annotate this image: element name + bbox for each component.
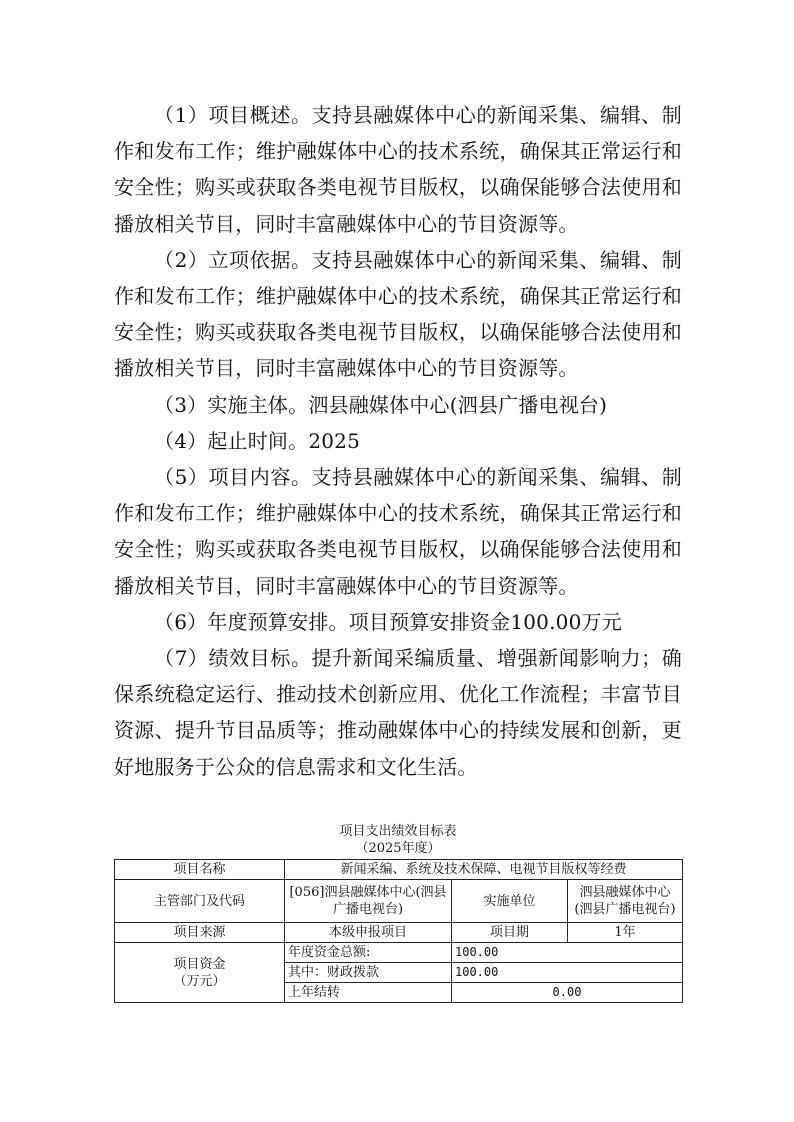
period-value: 1年 bbox=[568, 923, 683, 943]
source-value: 本级申报项目 bbox=[285, 923, 452, 943]
carryover-label: 上年结转 bbox=[285, 983, 452, 1003]
impl-label: 实施单位 bbox=[452, 880, 568, 923]
dept-label: 主管部门及代码 bbox=[115, 880, 285, 923]
table-row bbox=[115, 860, 683, 880]
paragraph-basis: （2）立项依据。支持县融媒体中心的新闻采集、编辑、制作和发布工作；维护融媒体中心的技术系统，确保其正常运行和安全性；购买或获取各类电视节目版权，以确保能够合法使用和播放相关节目，同时丰富融媒体中心的节目资源等。 bbox=[114, 247, 682, 381]
performance-table-block bbox=[114, 823, 682, 1003]
project-name-label: 项目名称 bbox=[115, 860, 285, 880]
paragraph-performance-goal: （7）绩效目标。提升新闻采编质量、增强新闻影响力；确保系统稳定运行、推动技术创新应用、优化工作流程；丰富节目资源、提升节目品质等；推动融媒体中心的持续发展和创新，更好地服务于公众的信息需求和文化生活。 bbox=[114, 646, 682, 779]
annual-total-value: 100.00 bbox=[452, 943, 683, 963]
table-row bbox=[115, 880, 683, 923]
funds-unit: （万元） bbox=[173, 973, 226, 989]
paragraph-budget: （6）年度预算安排。项目预算安排资金100.00万元 bbox=[154, 609, 622, 634]
annual-total-label: 年度资金总额: bbox=[285, 943, 452, 963]
impl-value: 泗县融媒体中心(泗县广播电视台) bbox=[568, 880, 683, 923]
carryover-value: 0.00 bbox=[452, 983, 683, 1003]
period-label: 项目期 bbox=[452, 923, 568, 943]
source-label: 项目来源 bbox=[115, 923, 285, 943]
project-name-value: 新闻采编、系统及技术保障、电视节目版权等经费 bbox=[285, 860, 683, 880]
paragraph-implementing-body: （3）实施主体。泗县融媒体中心(泗县广播电视台) bbox=[154, 392, 608, 417]
paragraph-content: （5）项目内容。支持县融媒体中心的新闻采集、编辑、制作和发布工作；维护融媒体中心的技术系统，确保其正常运行和安全性；购买或获取各类电视节目版权，以确保能够合法使用和播放相关节目，同时丰富融媒体中心的节目资源等。 bbox=[114, 465, 682, 598]
table-row bbox=[115, 923, 683, 943]
performance-table bbox=[114, 859, 683, 1003]
table-title: 项目支出绩效目标表 bbox=[339, 824, 457, 839]
paragraph-project-overview: （1）项目概述。支持县融媒体中心的新闻采集、编辑、制作和发布工作；维护融媒体中心的技术系统，确保其正常运行和安全性；购买或获取各类电视节目版权，以确保能够合法使用和播放相关节目，同时丰富融媒体中心的节目资源等。 bbox=[114, 103, 682, 236]
table-row bbox=[115, 943, 683, 963]
table-year: （2025年度） bbox=[355, 841, 441, 856]
fiscal-label: 其中：财政拨款 bbox=[285, 963, 452, 983]
dept-value: [056]泗县融媒体中心(泗县广播电视台) bbox=[285, 880, 452, 923]
funds-label-cell bbox=[115, 943, 285, 1003]
body-text bbox=[114, 97, 682, 785]
paragraph-period: （4）起止时间。2025 bbox=[154, 428, 361, 453]
funds-label: 项目资金 bbox=[173, 956, 226, 972]
fiscal-value: 100.00 bbox=[452, 963, 683, 983]
